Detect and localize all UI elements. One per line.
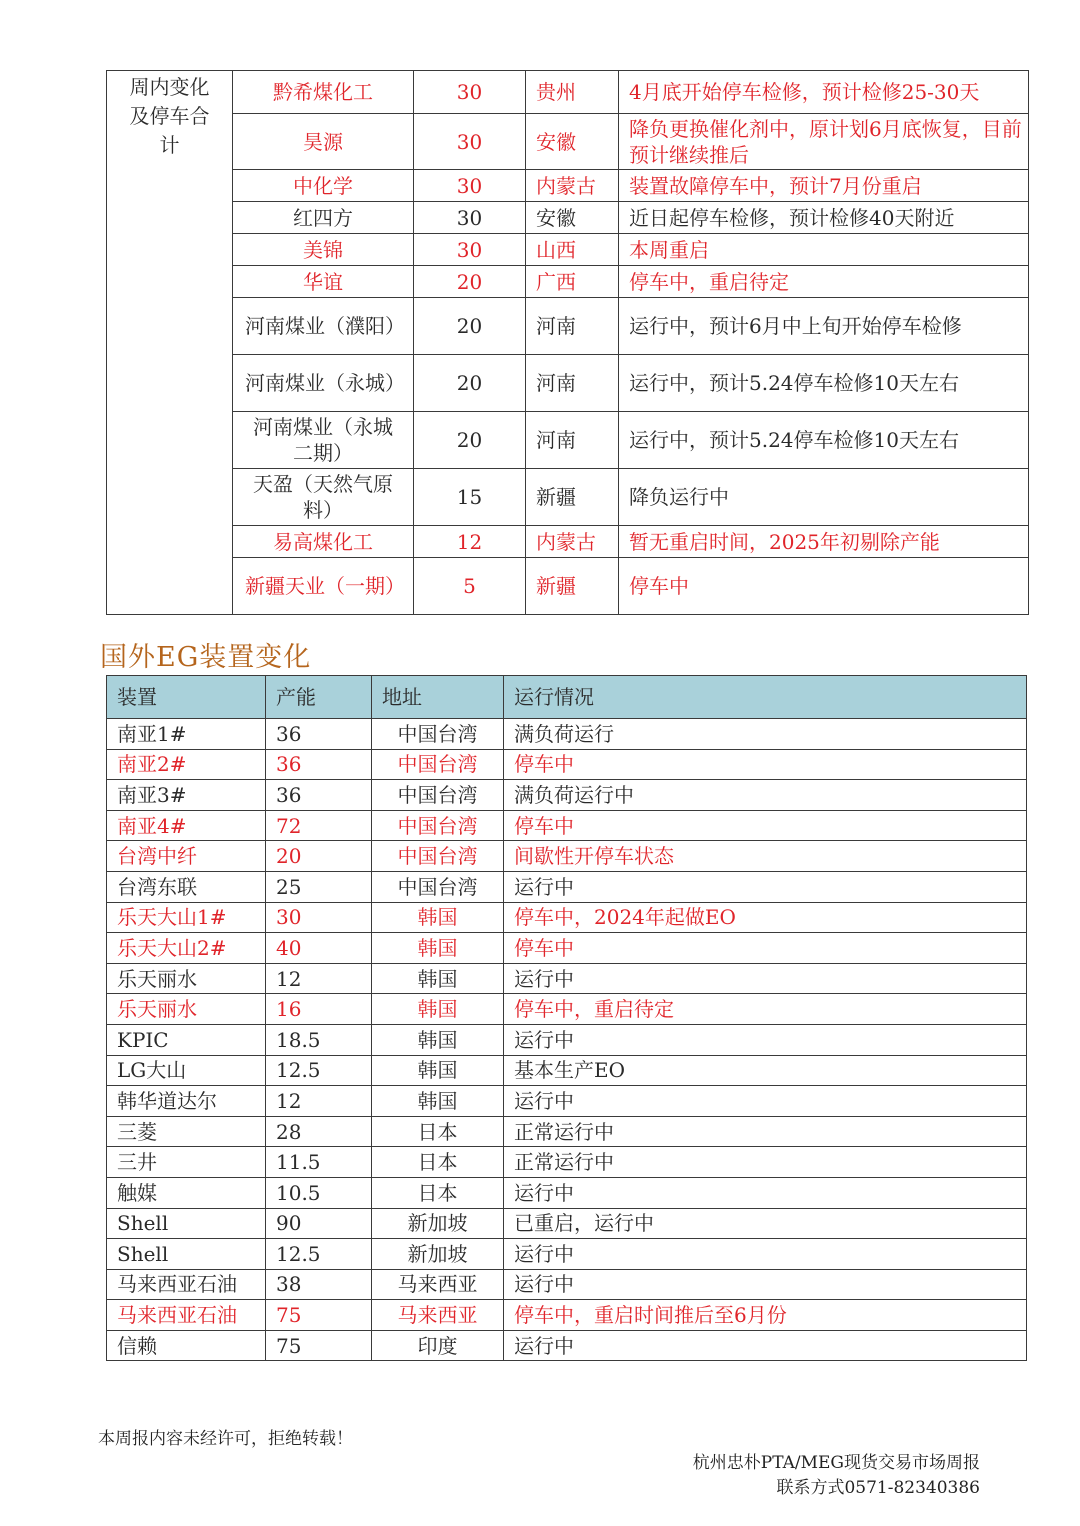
status: 运行中 <box>504 1024 1027 1055</box>
unit-name: 乐天大山1# <box>107 902 266 933</box>
unit-name: 乐天丽水 <box>107 963 266 994</box>
status: 4月底开始停车检修，预计检修25-30天 <box>619 71 1029 114</box>
plant-name: 红四方 <box>233 202 414 234</box>
unit-name: 台湾东联 <box>107 871 266 902</box>
table-row <box>107 902 1027 933</box>
unit-name: 三菱 <box>107 1116 266 1147</box>
status: 本周重启 <box>619 234 1029 266</box>
capacity: 20 <box>414 355 526 412</box>
header-unit: 装置 <box>107 676 266 719</box>
capacity: 15 <box>414 469 526 526</box>
unit-name: 南亚1# <box>107 719 266 750</box>
region: 内蒙古 <box>526 170 619 202</box>
capacity: 28 <box>266 1116 372 1147</box>
region: 安徽 <box>526 114 619 170</box>
capacity: 38 <box>266 1269 372 1300</box>
capacity: 12 <box>266 963 372 994</box>
unit-name: 马来西亚石油 <box>107 1300 266 1331</box>
location: 韩国 <box>372 933 504 964</box>
table-row <box>107 558 1029 615</box>
status: 停车中 <box>504 749 1027 780</box>
location: 中国台湾 <box>372 841 504 872</box>
table-row <box>107 871 1027 902</box>
location: 中国台湾 <box>372 780 504 811</box>
capacity: 30 <box>266 902 372 933</box>
table-row <box>107 526 1029 558</box>
capacity: 72 <box>266 810 372 841</box>
unit-name: 台湾中纤 <box>107 841 266 872</box>
status: 运行中 <box>504 1239 1027 1270</box>
location: 韩国 <box>372 1024 504 1055</box>
status: 停车中，重启时间推后至6月份 <box>504 1300 1027 1331</box>
capacity: 20 <box>414 298 526 355</box>
header-capacity: 产能 <box>266 676 372 719</box>
plant-name: 昊源 <box>233 114 414 170</box>
plant-name: 华谊 <box>233 266 414 298</box>
location: 马来西亚 <box>372 1300 504 1331</box>
status: 运行中 <box>504 1330 1027 1361</box>
unit-name: LG大山 <box>107 1055 266 1086</box>
table-row <box>107 841 1027 872</box>
plant-name: 天盈（天然气原料） <box>233 469 414 526</box>
unit-name: Shell <box>107 1208 266 1239</box>
table-row <box>107 1239 1027 1270</box>
table-row <box>107 469 1029 526</box>
table-row <box>107 355 1029 412</box>
status: 运行中 <box>504 963 1027 994</box>
status: 运行中 <box>504 1177 1027 1208</box>
unit-name: 触媒 <box>107 1177 266 1208</box>
table-row <box>107 412 1029 469</box>
location: 韩国 <box>372 994 504 1025</box>
location: 韩国 <box>372 902 504 933</box>
status: 正常运行中 <box>504 1147 1027 1178</box>
capacity: 12 <box>414 526 526 558</box>
table-row <box>107 1208 1027 1239</box>
table-row <box>107 780 1027 811</box>
status: 基本生产EO <box>504 1055 1027 1086</box>
region: 河南 <box>526 298 619 355</box>
status: 装置故障停车中，预计7月份重启 <box>619 170 1029 202</box>
capacity: 36 <box>266 749 372 780</box>
status: 已重启，运行中 <box>504 1208 1027 1239</box>
unit-name: 南亚3# <box>107 780 266 811</box>
capacity: 36 <box>266 719 372 750</box>
status: 运行中 <box>504 1086 1027 1117</box>
region: 新疆 <box>526 558 619 615</box>
region: 广西 <box>526 266 619 298</box>
capacity: 12 <box>266 1086 372 1117</box>
capacity: 10.5 <box>266 1177 372 1208</box>
status: 运行中 <box>504 871 1027 902</box>
table-row <box>107 749 1027 780</box>
location: 日本 <box>372 1177 504 1208</box>
capacity: 25 <box>266 871 372 902</box>
table-row <box>107 1177 1027 1208</box>
copyright-note: 本周报内容未经许可，拒绝转载！ <box>98 1429 353 1449</box>
plant-name: 河南煤业（永城） <box>233 355 414 412</box>
table-row <box>107 1269 1027 1300</box>
table-row <box>107 719 1027 750</box>
region: 河南 <box>526 355 619 412</box>
unit-name: 马来西亚石油 <box>107 1269 266 1300</box>
location: 中国台湾 <box>372 719 504 750</box>
region: 内蒙古 <box>526 526 619 558</box>
table-row <box>107 933 1027 964</box>
capacity: 30 <box>414 170 526 202</box>
publisher-name: 杭州忠朴PTA/MEG现货交易市场周报 <box>692 1453 980 1473</box>
capacity: 5 <box>414 558 526 615</box>
table-row <box>107 1147 1027 1178</box>
capacity: 30 <box>414 114 526 170</box>
capacity: 30 <box>414 202 526 234</box>
status: 近日起停车检修，预计检修40天附近 <box>619 202 1029 234</box>
capacity: 12.5 <box>266 1055 372 1086</box>
location: 中国台湾 <box>372 810 504 841</box>
capacity: 16 <box>266 994 372 1025</box>
capacity: 75 <box>266 1300 372 1331</box>
unit-name: KPIC <box>107 1024 266 1055</box>
capacity: 75 <box>266 1330 372 1361</box>
capacity: 20 <box>414 266 526 298</box>
contact-info: 联系方式0571-82340386 <box>776 1478 980 1498</box>
table-header-row <box>107 676 1027 719</box>
location: 韩国 <box>372 1086 504 1117</box>
status: 满负荷运行 <box>504 719 1027 750</box>
table-row <box>107 1330 1027 1361</box>
location: 中国台湾 <box>372 871 504 902</box>
header-status: 运行情况 <box>504 676 1027 719</box>
status: 暂无重启时间，2025年初剔除产能 <box>619 526 1029 558</box>
capacity: 90 <box>266 1208 372 1239</box>
category-label: 周内变化及停车合计 <box>129 75 210 157</box>
location: 马来西亚 <box>372 1269 504 1300</box>
status: 运行中，预计6月中上旬开始停车检修 <box>619 298 1029 355</box>
region: 山西 <box>526 234 619 266</box>
table-row <box>107 170 1029 202</box>
status: 间歇性开停车状态 <box>504 841 1027 872</box>
region: 河南 <box>526 412 619 469</box>
location: 新加坡 <box>372 1208 504 1239</box>
capacity: 30 <box>414 234 526 266</box>
status: 运行中，预计5.24停车检修10天左右 <box>619 412 1029 469</box>
status: 满负荷运行中 <box>504 780 1027 811</box>
table-row <box>107 1300 1027 1331</box>
capacity: 12.5 <box>266 1239 372 1270</box>
table-row <box>107 266 1029 298</box>
location: 韩国 <box>372 1055 504 1086</box>
table-row <box>107 202 1029 234</box>
table-row <box>107 298 1029 355</box>
unit-name: Shell <box>107 1239 266 1270</box>
location: 日本 <box>372 1147 504 1178</box>
location: 新加坡 <box>372 1239 504 1270</box>
plant-name: 易高煤化工 <box>233 526 414 558</box>
location: 日本 <box>372 1116 504 1147</box>
status: 降负更换催化剂中，原计划6月底恢复，目前预计继续推后 <box>619 114 1029 170</box>
table-row <box>107 1055 1027 1086</box>
status: 停车中 <box>504 810 1027 841</box>
status: 正常运行中 <box>504 1116 1027 1147</box>
overseas-section-title: 国外EG装置变化 <box>100 642 312 673</box>
plant-name: 河南煤业（永城二期） <box>233 412 414 469</box>
table-row <box>107 234 1029 266</box>
status: 运行中，预计5.24停车检修10天左右 <box>619 355 1029 412</box>
table-row <box>107 114 1029 170</box>
plant-name: 黔希煤化工 <box>233 71 414 114</box>
table-row <box>107 810 1027 841</box>
capacity: 20 <box>266 841 372 872</box>
overseas-eg-table <box>106 675 1027 1361</box>
status: 运行中 <box>504 1269 1027 1300</box>
status: 降负运行中 <box>619 469 1029 526</box>
capacity: 36 <box>266 780 372 811</box>
capacity: 40 <box>266 933 372 964</box>
unit-name: 乐天丽水 <box>107 994 266 1025</box>
status: 停车中 <box>504 933 1027 964</box>
status: 停车中，2024年起做EO <box>504 902 1027 933</box>
capacity: 18.5 <box>266 1024 372 1055</box>
status: 停车中 <box>619 558 1029 615</box>
header-location: 地址 <box>372 676 504 719</box>
table-row <box>107 963 1027 994</box>
table-row <box>107 1024 1027 1055</box>
region: 贵州 <box>526 71 619 114</box>
capacity: 11.5 <box>266 1147 372 1178</box>
unit-name: 南亚2# <box>107 749 266 780</box>
table-row <box>107 1086 1027 1117</box>
unit-name: 韩华道达尔 <box>107 1086 266 1117</box>
domestic-eg-table <box>106 70 1029 615</box>
location: 印度 <box>372 1330 504 1361</box>
plant-name: 新疆天业（一期） <box>233 558 414 615</box>
plant-name: 河南煤业（濮阳） <box>233 298 414 355</box>
plant-name: 美锦 <box>233 234 414 266</box>
capacity: 30 <box>414 71 526 114</box>
capacity: 20 <box>414 412 526 469</box>
location: 韩国 <box>372 963 504 994</box>
unit-name: 三井 <box>107 1147 266 1178</box>
region: 安徽 <box>526 202 619 234</box>
table-row <box>107 71 1029 114</box>
unit-name: 乐天大山2# <box>107 933 266 964</box>
unit-name: 南亚4# <box>107 810 266 841</box>
location: 中国台湾 <box>372 749 504 780</box>
region: 新疆 <box>526 469 619 526</box>
table-row <box>107 1116 1027 1147</box>
status: 停车中，重启待定 <box>504 994 1027 1025</box>
plant-name: 中化学 <box>233 170 414 202</box>
table-row <box>107 994 1027 1025</box>
unit-name: 信赖 <box>107 1330 266 1361</box>
status: 停车中，重启待定 <box>619 266 1029 298</box>
category-label-cell <box>107 71 233 615</box>
